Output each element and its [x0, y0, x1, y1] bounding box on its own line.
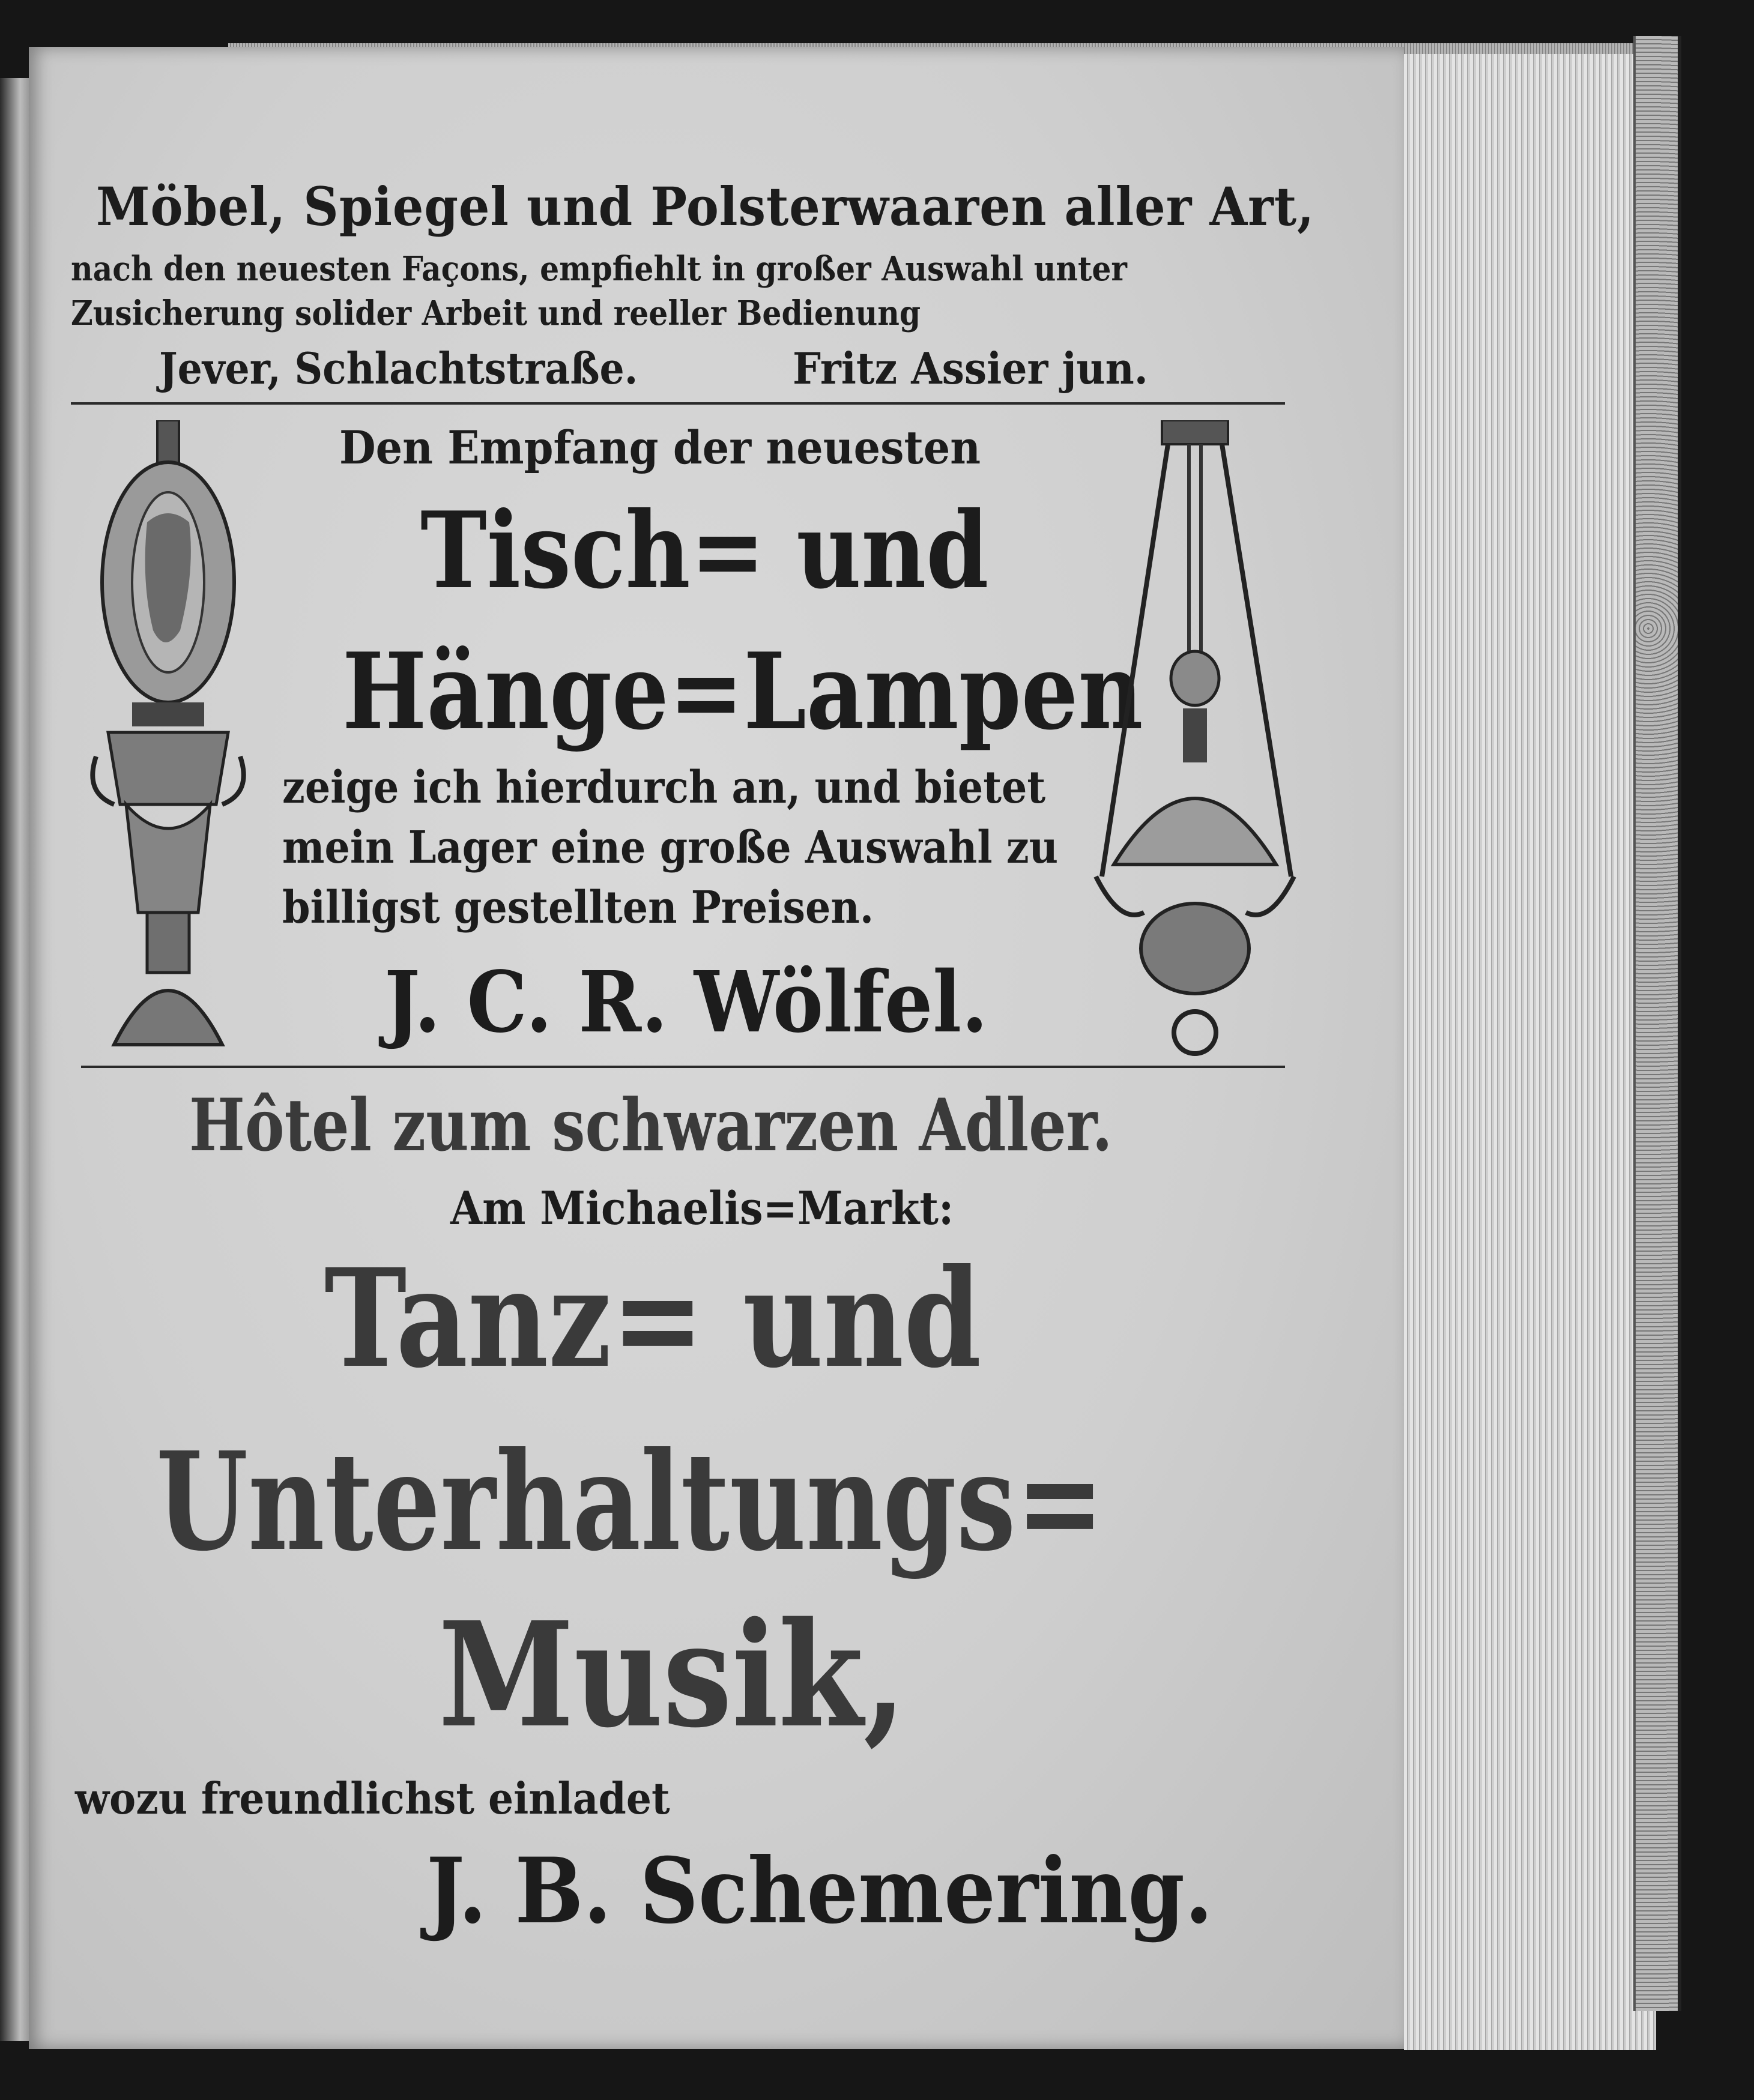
- lamps-headline-2: Hänge=Lampen: [342, 630, 1143, 753]
- hotel-headline-3: Musik,: [438, 1590, 906, 1760]
- hotel-headline-1: Tanz= und: [324, 1240, 982, 1398]
- lamps-intro: Den Empfang der neuesten: [339, 421, 981, 474]
- lamps-body-2: mein Lager eine große Auswahl zu: [282, 822, 1059, 873]
- lamps-merchant: J. C. R. Wölfel.: [384, 953, 988, 1052]
- hotel-invite: wozu freundlichst einladet: [75, 1773, 670, 1824]
- hotel-host: J. B. Schemering.: [426, 1838, 1213, 1944]
- divider-2: [81, 1066, 1285, 1068]
- furniture-headline: Möbel, Spiegel und Polsterwaaren aller Art,: [96, 175, 1315, 238]
- furniture-line-1: nach den neuesten Façons, empfiehlt in großer Auswahl unter: [71, 249, 1127, 289]
- lamps-body-3: billigst gestellten Preisen.: [282, 882, 874, 934]
- page-stack-edges: [1404, 54, 1656, 2050]
- book-cover-edge: [1633, 36, 1681, 2011]
- furniture-merchant: Fritz Assier jun.: [793, 343, 1148, 394]
- furniture-location: Jever, Schlachtstraße.: [159, 343, 638, 394]
- divider-1: [71, 402, 1285, 405]
- left-page-edge: [0, 78, 29, 2041]
- table-lamp-illustration: [90, 420, 246, 1051]
- hotel-headline-2: Unterhaltungs=: [156, 1423, 1104, 1581]
- hotel-occasion: Am Michaelis=Markt:: [450, 1181, 954, 1235]
- hotel-venue: Hôtel zum schwarzen Adler.: [189, 1083, 1113, 1168]
- hanging-lamp-illustration: [1084, 420, 1306, 1069]
- lamps-body-1: zeige ich hierdurch an, und bietet: [282, 762, 1046, 813]
- lamps-headline-1: Tisch= und: [420, 489, 989, 612]
- furniture-line-2: Zusicherung solider Arbeit und reeller Bedienung: [71, 294, 921, 333]
